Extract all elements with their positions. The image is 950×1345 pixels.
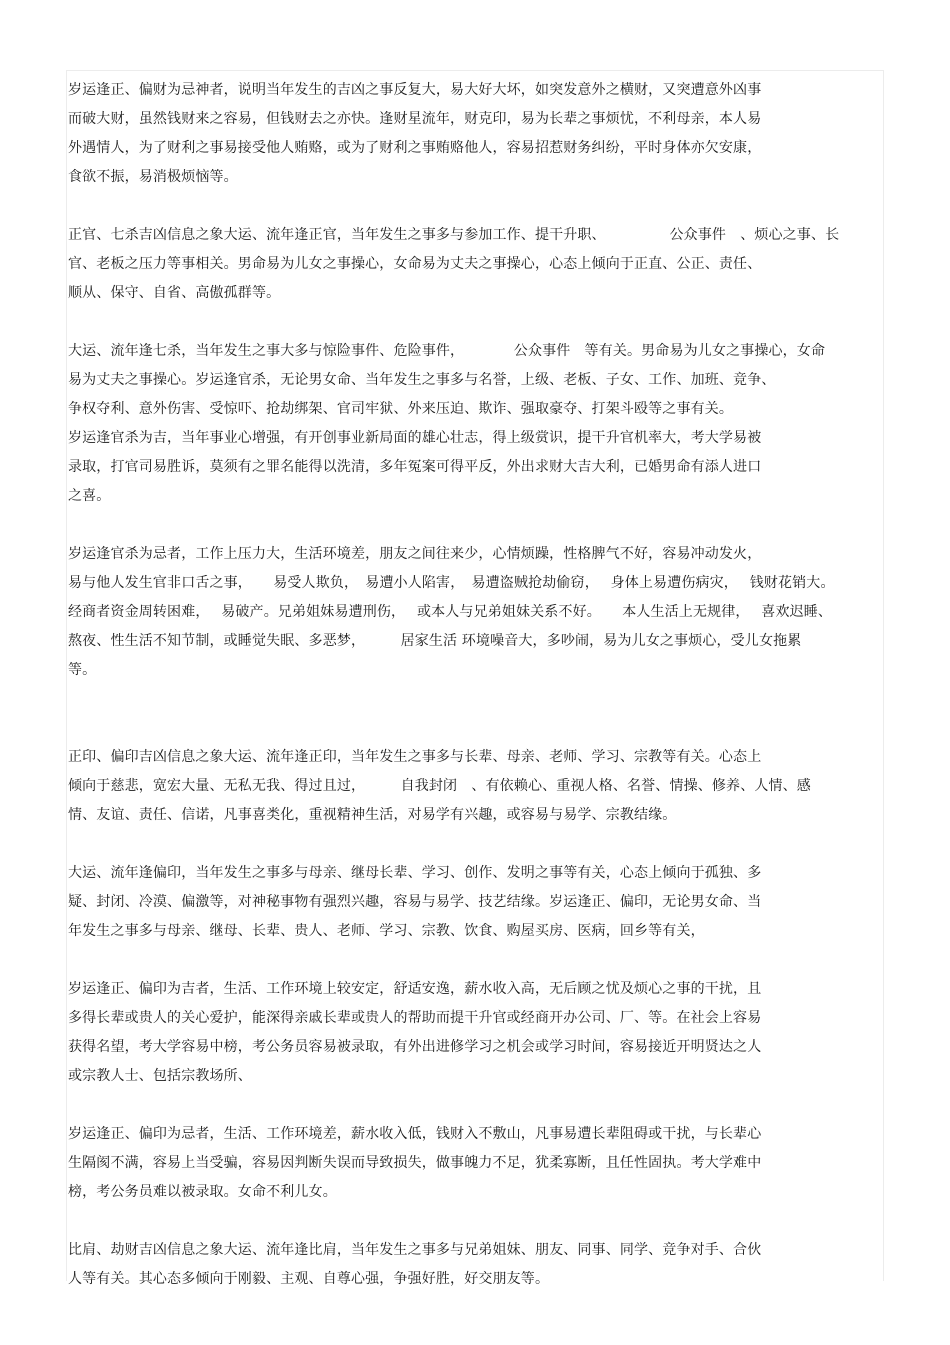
text-line: 或宗教人士、包括宗教场所、: [68, 1068, 252, 1084]
text-line: 榜，考公务员难以被录取。女命不利儿女。: [68, 1184, 337, 1200]
paragraph-spacer: [68, 308, 880, 337]
paragraph-spacer: [68, 1207, 880, 1236]
text-line: 岁运逢官杀为吉，当年事业心增强，有开创事业新局面的雄心壮志，得上级赏识，提干升官机率大，考大学易被: [68, 430, 762, 446]
paragraph-guansha-unfavorable: [68, 540, 880, 685]
paragraph-zhengyin-pianyin: [68, 743, 880, 830]
text-line: 岁运逢正、偏印为忌者，生活、工作环境差，薪水收入低，钱财入不敷山，凡事易遭长辈阻碍或干扰，与长辈心: [68, 1126, 762, 1142]
document-body: [68, 76, 880, 1294]
text-line: 而破大财，虽然钱财来之容易，但钱财去之亦快。逢财星流年，财克印，易为长辈之事烦忧，不利母亲，本人易: [68, 111, 762, 127]
text-line: 倾向于慈悲，宽宏大量、无私无我、得过且过， 自我封闭 、有依赖心、重视人格、名誉、情操、修养、人情、感: [68, 778, 811, 794]
text-line: 生隔阂不满，容易上当受骗，容易因判断失误而导致损失，做事魄力不足，犹柔寡断，且任性固执。考大学难中: [68, 1155, 762, 1171]
paragraph-spacer: [68, 830, 880, 859]
text-line: 年发生之事多与母亲、继母、长辈、贵人、老师、学习、宗教、饮食、购屋买房、医病，回乡等有关，: [68, 923, 705, 939]
text-line: 争权夺利、意外伤害、受惊吓、抢劫绑架、官司牢狱、外来压迫、欺诈、强取豪夺、打架斗殴等之事有关。: [68, 401, 734, 417]
text-line: 正官、七杀吉凶信息之象大运、流年逢正官，当年发生之事多与参加工作、提干升职、 公众事件 、烦心之事、长: [68, 227, 840, 243]
text-line: 人等有关。其心态多倾向于刚毅、主观、自尊心强，争强好胜，好交朋友等。: [68, 1271, 550, 1287]
text-line: 获得名望，考大学容易中榜，考公务员容易被录取，有外出进修学习之机会或学习时间，容易接近开明贤达之人: [68, 1039, 762, 1055]
paragraph-yin-favorable: [68, 975, 880, 1091]
text-line: 食欲不振，易消极烦恼等。: [68, 169, 238, 185]
text-line: 录取，打官司易胜诉，莫须有之罪名能得以洗清，多年冤案可得平反，外出求财大吉大利，已婚男命有添人进口: [68, 459, 762, 475]
paragraph-spacer: [68, 511, 880, 540]
text-line: 官、老板之压力等事相关。男命易为儿女之事操心，女命易为丈夫之事操心，心态上倾向于正直、公正、责任、: [68, 256, 762, 272]
paragraph-yin-unfavorable: [68, 1120, 880, 1207]
text-line: 等。: [68, 662, 97, 678]
text-line: 岁运逢正、偏财为忌神者，说明当年发生的吉凶之事反复大，易大好大坏，如突发意外之横财，又突遭意外凶事: [68, 82, 762, 98]
text-line: 岁运逢正、偏印为吉者，生活、工作环境上较安定，舒适安逸，薪水收入高，无后顾之忧及烦心之事的干扰，且: [68, 981, 762, 997]
paragraph-bijian-jiecai: [68, 1236, 880, 1294]
paragraph-pianyin: [68, 859, 880, 946]
text-line: 多得长辈或贵人的关心爱护，能深得亲戚长辈或贵人的帮助而提干升官或经商开办公司、厂、等。在社会上容易: [68, 1010, 762, 1026]
paragraph-spacer: [68, 192, 880, 221]
paragraph-zhengguan-qisha: [68, 221, 880, 308]
text-line: 顺从、保守、自省、高傲孤群等。: [68, 285, 281, 301]
paragraph-wealth-unfavorable: [68, 76, 880, 192]
text-line: 情、友谊、责任、信诺，凡事喜类化，重视精神生活，对易学有兴趣，或容易与易学、宗教结缘。: [68, 807, 677, 823]
text-line: 经商者资金周转困难， 易破产。兄弟姐妹易遭刑伤， 或本人与兄弟姐妹关系不好。 本人生活上无规律， 喜欢迟睡、: [68, 604, 833, 620]
text-line: 疑、封闭、冷漠、偏激等，对神秘事物有强烈兴趣，容易与易学、技艺结缘。岁运逢正、偏印，无论男女命、当: [68, 894, 762, 910]
text-line: 岁运逢官杀为忌者，工作上压力大，生活环境差，朋友之间往来少，心情烦躁，性格脾气不好，容易冲动发火，: [68, 546, 762, 562]
text-line: 大运、流年逢七杀，当年发生之事大多与惊险事件、危险事件， 公众事件 等有关。男命易为儿女之事操心，女命: [68, 343, 826, 359]
text-line: 比肩、劫财吉凶信息之象大运、流年逢比肩，当年发生之事多与兄弟姐妹、朋友、同事、同学、竞争对手、合伙: [68, 1242, 762, 1258]
paragraph-spacer: [68, 946, 880, 975]
text-line: 之喜。: [68, 488, 111, 504]
text-line: 大运、流年逢偏印，当年发生之事多与母亲、继母长辈、学习、创作、发明之事等有关，心态上倾向于孤独、多: [68, 865, 762, 881]
text-line: 易为丈夫之事操心。岁运逢官杀，无论男女命、当年发生之事多与名誉，上级、老板、子女、工作、加班、竞争、: [68, 372, 776, 388]
text-line: 正印、偏印吉凶信息之象大运、流年逢正印，当年发生之事多与长辈、母亲、老师、学习、宗教等有关。心态上: [68, 749, 762, 765]
text-line: 熬夜、性生活不知节制，或睡觉失眠、多恶梦， 居家生活 环境噪音大，多吵闹，易为儿女之事烦心，受儿女拖累: [68, 633, 802, 649]
text-line: 易与他人发生官非口舌之事， 易受人欺负， 易遭小人陷害， 易遭盗贼抢劫偷窃， 身体上易遭伤病灾， 钱财花销大。: [68, 575, 835, 591]
paragraph-spacer: [68, 685, 880, 743]
paragraph-qisha: [68, 337, 880, 511]
text-line: 外遇情人，为了财利之事易接受他人贿赂，或为了财利之事贿赂他人，容易招惹财务纠纷，平时身体亦欠安康，: [68, 140, 762, 156]
paragraph-spacer: [68, 1091, 880, 1120]
